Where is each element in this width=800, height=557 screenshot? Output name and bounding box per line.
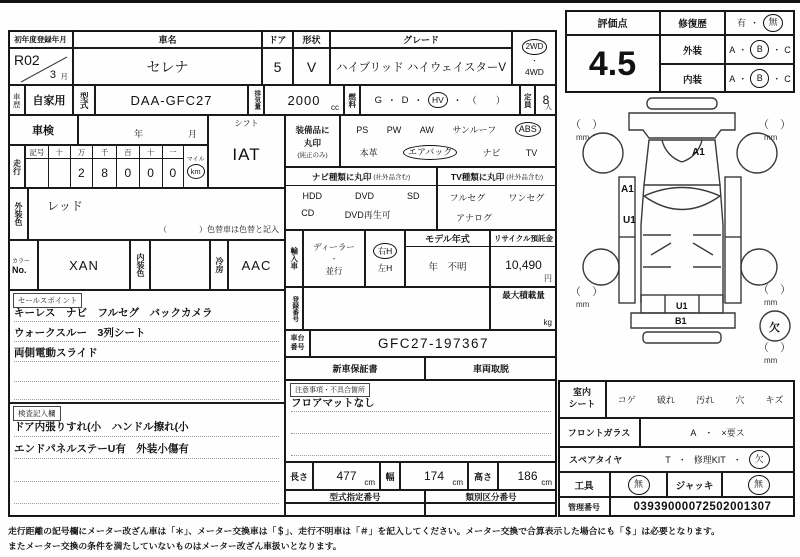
mileage-col: 十 xyxy=(49,146,71,187)
interior-label: 内装 xyxy=(660,64,725,93)
int-color-label: 内装色 xyxy=(130,240,150,290)
mileage-unit-km-circled: km xyxy=(187,164,205,179)
score-label: 評価点 xyxy=(565,10,660,35)
equipment-row2 xyxy=(347,145,550,160)
door-panel-left xyxy=(619,177,635,303)
regno-value xyxy=(303,287,490,330)
top-rule xyxy=(0,0,800,3)
svg-text:（ ）: （ ） xyxy=(570,286,603,298)
tv-fullseg: フルセグ xyxy=(449,193,486,203)
drive-4wd: 4WD xyxy=(525,66,544,77)
height-cell xyxy=(498,462,557,490)
equipment-row1 xyxy=(347,122,550,137)
jack-label: ジャッキ xyxy=(667,472,722,497)
reg-month-unit: 月 xyxy=(60,72,68,81)
nav-type-subtitle: (社外品含む) xyxy=(373,174,411,181)
seat-scratch: キズ xyxy=(765,394,784,405)
handle-left: 左H xyxy=(377,263,393,274)
tool-none-circled: 無 xyxy=(628,475,650,495)
drive-dot: ・ xyxy=(531,57,538,65)
mileage-col: 一 0 xyxy=(163,146,185,187)
import-dealer-cell xyxy=(303,230,365,287)
svg-text:mm: mm xyxy=(576,133,590,142)
grade-value: ハイブリッド ハイウェイスターV xyxy=(330,48,512,85)
mileage-unit-col xyxy=(184,146,207,187)
color-no-label-bottom: No. xyxy=(12,264,27,275)
dot: ・ xyxy=(704,428,714,438)
displacement-value: 2000 xyxy=(287,92,321,108)
type-no-value xyxy=(285,503,425,517)
blank-line xyxy=(14,486,279,504)
mm-mark-bottom-left xyxy=(570,285,603,309)
mgmt-label: 管理番号 xyxy=(558,497,610,517)
body-side-left xyxy=(641,185,644,303)
tool-label: 工具 xyxy=(558,472,610,497)
dot: ・ xyxy=(738,74,748,84)
chassis-label-1: 車台 xyxy=(290,335,305,343)
model-year-label: モデル年式 xyxy=(406,231,489,247)
interior-grade xyxy=(725,64,795,93)
spare-kit: 修理KIT xyxy=(693,455,726,465)
notes-line: フロアマットなし xyxy=(291,395,551,412)
wheel-rear-left xyxy=(583,249,619,285)
spare-row xyxy=(558,447,795,472)
dot: ・ xyxy=(732,455,742,465)
equipment-items xyxy=(340,115,557,167)
footer-note-2: またメーター交換の条件を満たしていないものはメーター改ざん車扱いとなります。 xyxy=(8,541,342,551)
equip-ps: PS xyxy=(356,124,369,135)
shaken-label: 車検 xyxy=(8,115,78,145)
color-no-label xyxy=(8,240,38,290)
history-value: 自家用 xyxy=(25,85,73,115)
fuel-cell xyxy=(360,85,520,115)
shift-value: IAT xyxy=(232,145,261,164)
repair-value xyxy=(725,10,795,35)
jack-value xyxy=(722,472,795,497)
fuel-dot3: ・ xyxy=(452,96,463,107)
sales-points-label: セールスポイント xyxy=(13,293,82,308)
svg-text:（ ）: （ ） xyxy=(758,284,791,296)
jack-none-circled: 無 xyxy=(748,475,770,495)
blank-line xyxy=(14,365,279,382)
capacity-value: 8 xyxy=(542,93,550,107)
score-value: 4.5 xyxy=(565,35,660,93)
glass-x: ×要ス xyxy=(721,428,745,438)
exterior-a: A xyxy=(729,44,736,55)
rear-bumper-lower xyxy=(643,332,721,343)
interior-c: C xyxy=(784,73,791,84)
mark-u1-rear-gate: U1 xyxy=(676,301,688,311)
width-cell xyxy=(400,462,468,490)
equip-tv: TV xyxy=(525,147,538,158)
tv-type-row1 xyxy=(438,191,556,204)
equipment-label xyxy=(285,115,340,167)
blank-line xyxy=(14,383,279,400)
spare-t: T xyxy=(665,454,671,465)
chassis-label xyxy=(285,330,310,357)
tv-type-subtitle: (社外品含む) xyxy=(506,174,544,181)
ext-color-note: （ ）色替車は色替と記入 xyxy=(159,225,279,234)
shift-label: シフト xyxy=(234,119,259,128)
interior-b-circled: B xyxy=(750,69,769,88)
glass-a: A xyxy=(690,427,697,438)
glass-label: フロントガラス xyxy=(558,418,640,447)
dot: ・ xyxy=(772,45,782,55)
notes-box xyxy=(285,380,557,462)
length-cell xyxy=(313,462,380,490)
model-year-value: 年 不明 xyxy=(428,262,467,273)
width-value: 174 xyxy=(423,469,445,483)
class-no-value xyxy=(425,503,557,517)
ac-value: AAC xyxy=(228,240,285,290)
svg-text:（ ）: （ ） xyxy=(758,119,791,131)
inspection-label: 検査記入欄 xyxy=(13,406,61,421)
inspection-line: ドア内張りすれ(小 ハンドル擦れ(小 xyxy=(14,419,279,437)
windshield-arc-left xyxy=(662,140,682,162)
inspection-line: エンドパネルステーU有 外装小傷有 xyxy=(14,441,279,459)
model-code: DAA-GFC27 xyxy=(95,85,248,115)
grade-label: グレード xyxy=(330,30,512,48)
nav-dvd: DVD xyxy=(354,191,374,201)
import-dealer: ディーラー xyxy=(313,241,355,252)
dot: ・ xyxy=(772,74,782,84)
drive-2wd-circled: 2WD xyxy=(522,39,548,55)
svg-text:mm: mm xyxy=(764,133,778,142)
class-no-label: 類別区分番号 xyxy=(425,490,557,503)
sales-line: ウォークスルー 3列シート xyxy=(14,325,279,342)
mileage-col: 万 2 xyxy=(71,146,94,187)
svg-text:mm: mm xyxy=(576,300,590,309)
displacement-unit: cc xyxy=(331,103,339,112)
svg-text:mm: mm xyxy=(764,298,778,307)
color-no-value: XAN xyxy=(38,240,130,290)
seat-items xyxy=(606,380,795,418)
body-side-right xyxy=(720,185,723,303)
seat-hole: 穴 xyxy=(735,394,745,405)
seat-label-1: 室内 xyxy=(572,387,591,398)
tv-type-row2 xyxy=(438,211,556,224)
repair-yes: 有 xyxy=(736,18,746,28)
length-label: 長さ xyxy=(285,462,313,490)
width-unit: cm xyxy=(452,478,463,487)
tool-value xyxy=(610,472,667,497)
dot: ・ xyxy=(738,45,748,55)
chassis-value: GFC27-197367 xyxy=(310,330,557,357)
mark-a1-left-door: A1 xyxy=(621,184,634,195)
car-damage-diagram xyxy=(565,95,795,380)
length-unit: cm xyxy=(364,478,375,487)
shaken-year-unit: 年 xyxy=(134,129,144,139)
import-dot: ・ xyxy=(330,255,338,263)
equip-airbag-circled: エアバック xyxy=(403,145,457,160)
equipment-label-1: 装備品に xyxy=(295,124,330,135)
mileage-label: 走行 xyxy=(8,145,25,188)
drive-type-cell xyxy=(512,30,557,85)
sales-points-box xyxy=(8,290,285,403)
handle-cell xyxy=(365,230,405,287)
fuel-g: G xyxy=(374,94,383,106)
tv-type-box xyxy=(437,167,557,230)
payload-unit: kg xyxy=(543,318,552,327)
manual-cell: 車両取脱 xyxy=(425,357,557,380)
nav-type-title: ナビ種類に丸印 xyxy=(311,171,372,182)
capacity-cell xyxy=(535,85,557,115)
nav-type-row2 xyxy=(286,208,436,221)
import-parallel: 並行 xyxy=(325,265,343,276)
sales-line: 両側電動スライド xyxy=(14,345,279,362)
seat-label xyxy=(558,380,606,418)
front-bumper xyxy=(629,113,735,138)
fuel-paren: （ ） xyxy=(467,96,506,107)
wheel-rear-right xyxy=(741,249,777,285)
mark-missing: 欠 xyxy=(769,322,780,334)
capacity-unit: 人 xyxy=(545,104,552,111)
shape-label: 形状 xyxy=(293,30,330,48)
nav-hdd: HDD xyxy=(302,191,322,201)
length-value: 477 xyxy=(336,469,357,483)
door-panel-right xyxy=(725,177,741,303)
shape-value: V xyxy=(293,48,330,85)
mgmt-number: 03939000072502001307 xyxy=(610,497,795,517)
notes-label: 注意事項・不具合箇所 xyxy=(290,383,370,397)
nav-sd: SD xyxy=(406,191,420,201)
height-unit: cm xyxy=(541,478,552,487)
svg-text:（ ）: （ ） xyxy=(570,119,603,131)
svg-text:（ ）: （ ） xyxy=(758,342,791,354)
equipment-label-3: (純正のみ) xyxy=(297,151,328,159)
equip-navi: ナビ xyxy=(482,148,501,158)
roof-panel xyxy=(644,188,720,210)
ext-color-value: レッド xyxy=(47,199,83,213)
exterior-b-circled: B xyxy=(750,40,769,59)
interior-a: A xyxy=(729,73,736,84)
import-label: 輸入車 xyxy=(285,230,303,287)
tv-oneseg: ワンセグ xyxy=(508,193,545,203)
seat-label-2: シート xyxy=(568,399,596,409)
exterior-c: C xyxy=(784,44,791,55)
int-color-value xyxy=(150,240,210,290)
handle-right-circled: 右H xyxy=(373,243,398,260)
blank-line xyxy=(14,464,279,482)
spare-missing-circled: 欠 xyxy=(749,450,770,469)
mark-b1-rear-bumper: B1 xyxy=(675,316,687,326)
exterior-grade xyxy=(725,35,795,64)
equip-pw: PW xyxy=(386,124,402,135)
mm-mark-missing xyxy=(758,341,791,365)
glass-value xyxy=(640,418,795,447)
footer-note-1: 走行距離の記号欄にメーター改ざん車は「＊」、メーター交換車は「＄」、走行不明車は「＃」を記入してください。メーター交換で合算表示した場合にも「＄」は必要となります。 xyxy=(8,526,720,536)
displacement-cell xyxy=(264,85,344,115)
shaken-month-unit: 月 xyxy=(187,129,197,139)
mileage-unit-mile: マイル xyxy=(186,157,205,163)
equip-sunroof: サンルーフ xyxy=(452,125,497,135)
tv-type-header xyxy=(438,168,556,186)
equip-abs-circled: ABS xyxy=(515,122,541,137)
reg-month: 3 xyxy=(49,69,56,81)
car-name: セレナ xyxy=(73,48,262,85)
recycle-unit: 円 xyxy=(544,274,552,283)
recycle-cell xyxy=(490,230,557,287)
dot: ・ xyxy=(677,455,687,465)
mm-mark-top-right xyxy=(758,118,791,142)
reg-year: R02 xyxy=(14,52,40,68)
repair-label: 修復歴 xyxy=(660,10,725,35)
shift-cell xyxy=(208,115,285,188)
nav-type-box xyxy=(285,167,437,230)
blank-line xyxy=(291,439,551,456)
seat-tear: 破れ xyxy=(656,394,675,405)
type-no-label: 型式指定番号 xyxy=(285,490,425,503)
model-year-cell xyxy=(405,230,490,287)
fuel-dot2: ・ xyxy=(413,96,423,107)
fuel-d: D xyxy=(401,94,409,106)
seat-stain: 汚れ xyxy=(696,394,715,405)
fuel-dot1: ・ xyxy=(387,96,397,107)
front-grille xyxy=(647,98,717,109)
door-label: ドア xyxy=(262,30,293,48)
mileage-col: 記号 xyxy=(26,146,49,187)
color-no-label-top: カラー xyxy=(12,258,31,265)
mileage-col: 千 8 xyxy=(93,146,117,187)
mileage-grid xyxy=(25,145,208,188)
hood-windshield xyxy=(644,140,720,185)
equipment-label-2: 丸印 xyxy=(303,137,321,148)
nav-dvd-play: DVD再生可 xyxy=(344,210,391,220)
mark-a1-windshield: A1 xyxy=(692,147,705,158)
payload-label: 最大積載量 xyxy=(502,290,545,300)
tv-type-title: TV種類に丸印 xyxy=(450,171,505,182)
fuel-label: 燃料 xyxy=(344,85,360,115)
nav-type-row1 xyxy=(286,191,436,201)
first-reg-value xyxy=(8,48,73,85)
door-count: 5 xyxy=(262,48,293,85)
recycle-value: 10,490 xyxy=(505,258,542,272)
spare-label: スペアタイヤ xyxy=(569,455,623,465)
displacement-label: 排気量 xyxy=(248,85,264,115)
fuel-hv-circled: HV xyxy=(428,92,448,109)
repair-no-circled: 無 xyxy=(763,14,783,32)
ac-label: 冷房 xyxy=(210,240,228,290)
mark-u1-left-door: U1 xyxy=(623,215,636,226)
mm-mark-bottom-right xyxy=(758,283,791,307)
mm-mark-top-left xyxy=(570,118,603,142)
equip-leather: 本革 xyxy=(359,148,378,158)
seat-chevron xyxy=(651,243,713,255)
height-value: 186 xyxy=(517,469,538,483)
recycle-label: リサイクル預託金 xyxy=(491,231,556,247)
ext-color-cell xyxy=(28,188,285,240)
height-label: 高さ xyxy=(468,462,498,490)
seat-burn: コゲ xyxy=(617,394,636,405)
sales-line: キーレス ナビ フルセグ バックカメラ xyxy=(14,305,279,322)
chassis-label-2: 番号 xyxy=(290,343,305,351)
svg-text:mm: mm xyxy=(764,356,778,365)
blank-line xyxy=(291,417,551,434)
repair-dot: ・ xyxy=(750,18,760,28)
nav-type-header xyxy=(286,168,436,186)
shaken-date-cell xyxy=(78,115,208,145)
capacity-label: 定員 xyxy=(520,85,535,115)
mileage-col: 百 0 xyxy=(117,146,140,187)
tv-analog: アナログ xyxy=(456,213,493,223)
ext-color-label: 外装色 xyxy=(8,188,28,240)
warranty-cell: 新車保証書 xyxy=(285,357,425,380)
payload-cell xyxy=(490,287,557,330)
inspection-box xyxy=(8,403,285,517)
equip-aw: AW xyxy=(419,124,434,135)
width-label: 幅 xyxy=(380,462,400,490)
exterior-label: 外装 xyxy=(660,35,725,64)
first-reg-label: 初年度登録年月 xyxy=(8,30,73,48)
regno-label: 登録番号 xyxy=(285,287,303,330)
car-name-label: 車名 xyxy=(73,30,262,48)
history-label: 車歴 xyxy=(8,85,25,115)
mileage-col: 十 0 xyxy=(140,146,163,187)
nav-cd: CD xyxy=(301,208,315,218)
model-code-label: 型式 xyxy=(73,85,95,115)
